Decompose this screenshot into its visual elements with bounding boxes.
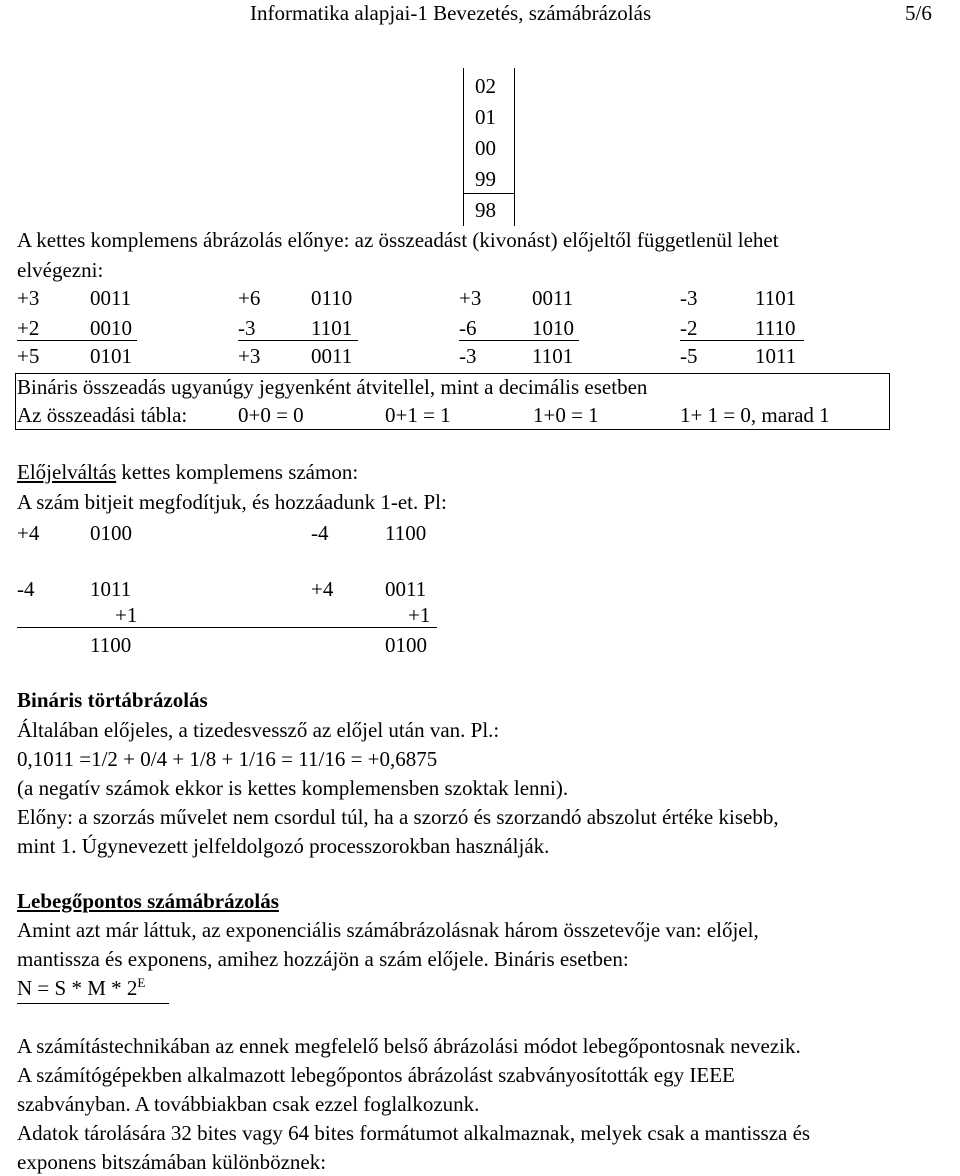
hex-value: 00: [475, 136, 496, 160]
sign-example-result: 0100: [385, 633, 427, 657]
example-operand: +2: [17, 316, 40, 340]
sign-example-inverted: 0011: [385, 577, 427, 601]
sign-example-result: 1100: [90, 633, 132, 657]
formula-underline: [17, 1003, 169, 1004]
sign-example-value: +4: [311, 577, 334, 601]
sign-change-title: Előjelváltás: [17, 460, 117, 484]
rule-line-1: Bináris összeadás ugyanúgy jegyenként átvitellel, mint a decimális esetben: [17, 375, 648, 399]
formula-text: N = S * M * 2: [17, 976, 138, 1000]
example-operand: -2: [680, 316, 698, 340]
sign-example-value: +4: [17, 521, 40, 545]
rule-item: 1+0 = 1: [533, 403, 599, 427]
sign-example-binary: 0100: [90, 521, 132, 545]
sign-example-plus-one: +1: [408, 603, 431, 627]
rule-item: 1+ 1 = 0, marad 1: [680, 403, 830, 427]
sum-underline: [238, 340, 358, 341]
page-number: 5/6: [905, 1, 932, 25]
example-binary: 1101: [755, 286, 797, 310]
sign-example-inverted: 1011: [90, 577, 132, 601]
fraction-title: Bináris törtábrázolás: [17, 688, 208, 712]
sign-example-value: -4: [17, 577, 35, 601]
example-sum: -5: [680, 344, 698, 368]
sign-change-title-rest: kettes komplemens számon:: [116, 460, 359, 484]
sign-example-plus-one: +1: [115, 603, 138, 627]
rule-item: 0+0 = 0: [238, 403, 304, 427]
rule-item: 0+1 = 1: [385, 403, 451, 427]
fraction-line-1: Általában előjeles, a tizedesvessző az előjel után van. Pl.:: [17, 718, 500, 742]
float-paragraph-2a: A számítógépekben alkalmazott lebegőpontos ábrázolást szabványosították egy IEEE: [17, 1063, 735, 1087]
example-operand: +3: [17, 286, 40, 310]
float-paragraph-2b: szabványban. A továbbiakban csak ezzel foglalkozunk.: [17, 1092, 480, 1116]
float-paragraph-3b: exponens bitszámában különböznek:: [17, 1150, 327, 1174]
example-binary: 0011: [90, 286, 132, 310]
example-operand: -3: [238, 316, 256, 340]
intro-line-2: elvégezni:: [17, 258, 104, 282]
example-sum-binary: 0011: [311, 344, 353, 368]
example-binary: 0010: [90, 316, 132, 340]
example-sum-binary: 0101: [90, 344, 132, 368]
example-sum: +5: [17, 344, 40, 368]
formula-exponent: E: [137, 975, 146, 990]
sign-change-heading: [17, 462, 358, 483]
intro-line-1: A kettes komplemens ábrázolás előnye: az összeadást (kivonást) előjeltől függetlenül lehet: [17, 228, 779, 252]
hex-separator: [463, 193, 515, 194]
example-sum: -3: [459, 344, 477, 368]
header-title: Informatika alapjai-1 Bevezetés, számábrázolás: [250, 1, 652, 25]
fraction-line-4: Előny: a szorzás művelet nem csordul túl, ha a szorzó és szorzandó abszolut értéke kisebb,: [17, 805, 779, 829]
sum-underline: [17, 340, 137, 341]
example-binary: 1010: [532, 316, 574, 340]
example-sum-binary: 1011: [755, 344, 797, 368]
float-paragraph-1: A számítástechnikában az ennek megfelelő belső ábrázolási módot lebegőpontosnak nevezik.: [17, 1034, 801, 1058]
hex-value: 99: [475, 167, 496, 191]
example-binary: 0110: [311, 286, 353, 310]
sign-change-line: A szám bitjeit megfodítjuk, és hozzáadunk 1-et. Pl:: [17, 490, 447, 514]
example-binary: 0011: [532, 286, 574, 310]
example-sum-binary: 1101: [532, 344, 574, 368]
float-paragraph-3a: Adatok tárolására 32 bites vagy 64 bites formátumot alkalmaznak, melyek csak a mantissza és: [17, 1121, 811, 1145]
sign-example-underline: [17, 627, 437, 628]
sign-example-binary: 1100: [385, 521, 427, 545]
fraction-line-3: (a negatív számok ekkor is kettes komplemensben szoktak lenni).: [17, 776, 569, 800]
float-title: Lebegőpontos számábrázolás: [17, 889, 279, 913]
example-operand: -3: [680, 286, 698, 310]
float-line-1: Amint azt már láttuk, az exponenciális számábrázolásnak három összetevője van: előjel,: [17, 918, 759, 942]
example-binary: 1110: [755, 316, 796, 340]
fraction-line-2: 0,1011 =1/2 + 0/4 + 1/8 + 1/16 = 11/16 = +0,6875: [17, 747, 438, 771]
example-binary: 1101: [311, 316, 353, 340]
example-operand: +6: [238, 286, 261, 310]
example-operand: +3: [459, 286, 482, 310]
rule-label: Az összeadási tábla:: [17, 403, 188, 427]
hex-value: 98: [475, 198, 496, 222]
sign-example-value: -4: [311, 521, 329, 545]
example-sum: +3: [238, 344, 261, 368]
float-line-2: mantissza és exponens, amihez hozzájön a szám előjele. Bináris esetben:: [17, 947, 629, 971]
example-operand: -6: [459, 316, 477, 340]
float-formula: [17, 975, 146, 1000]
sum-underline: [459, 340, 579, 341]
sum-underline: [680, 340, 804, 341]
fraction-line-5: mint 1. Úgynevezett jelfeldolgozó processzorokban használják.: [17, 834, 550, 858]
hex-value: 01: [475, 105, 496, 129]
hex-value: 02: [475, 74, 496, 98]
